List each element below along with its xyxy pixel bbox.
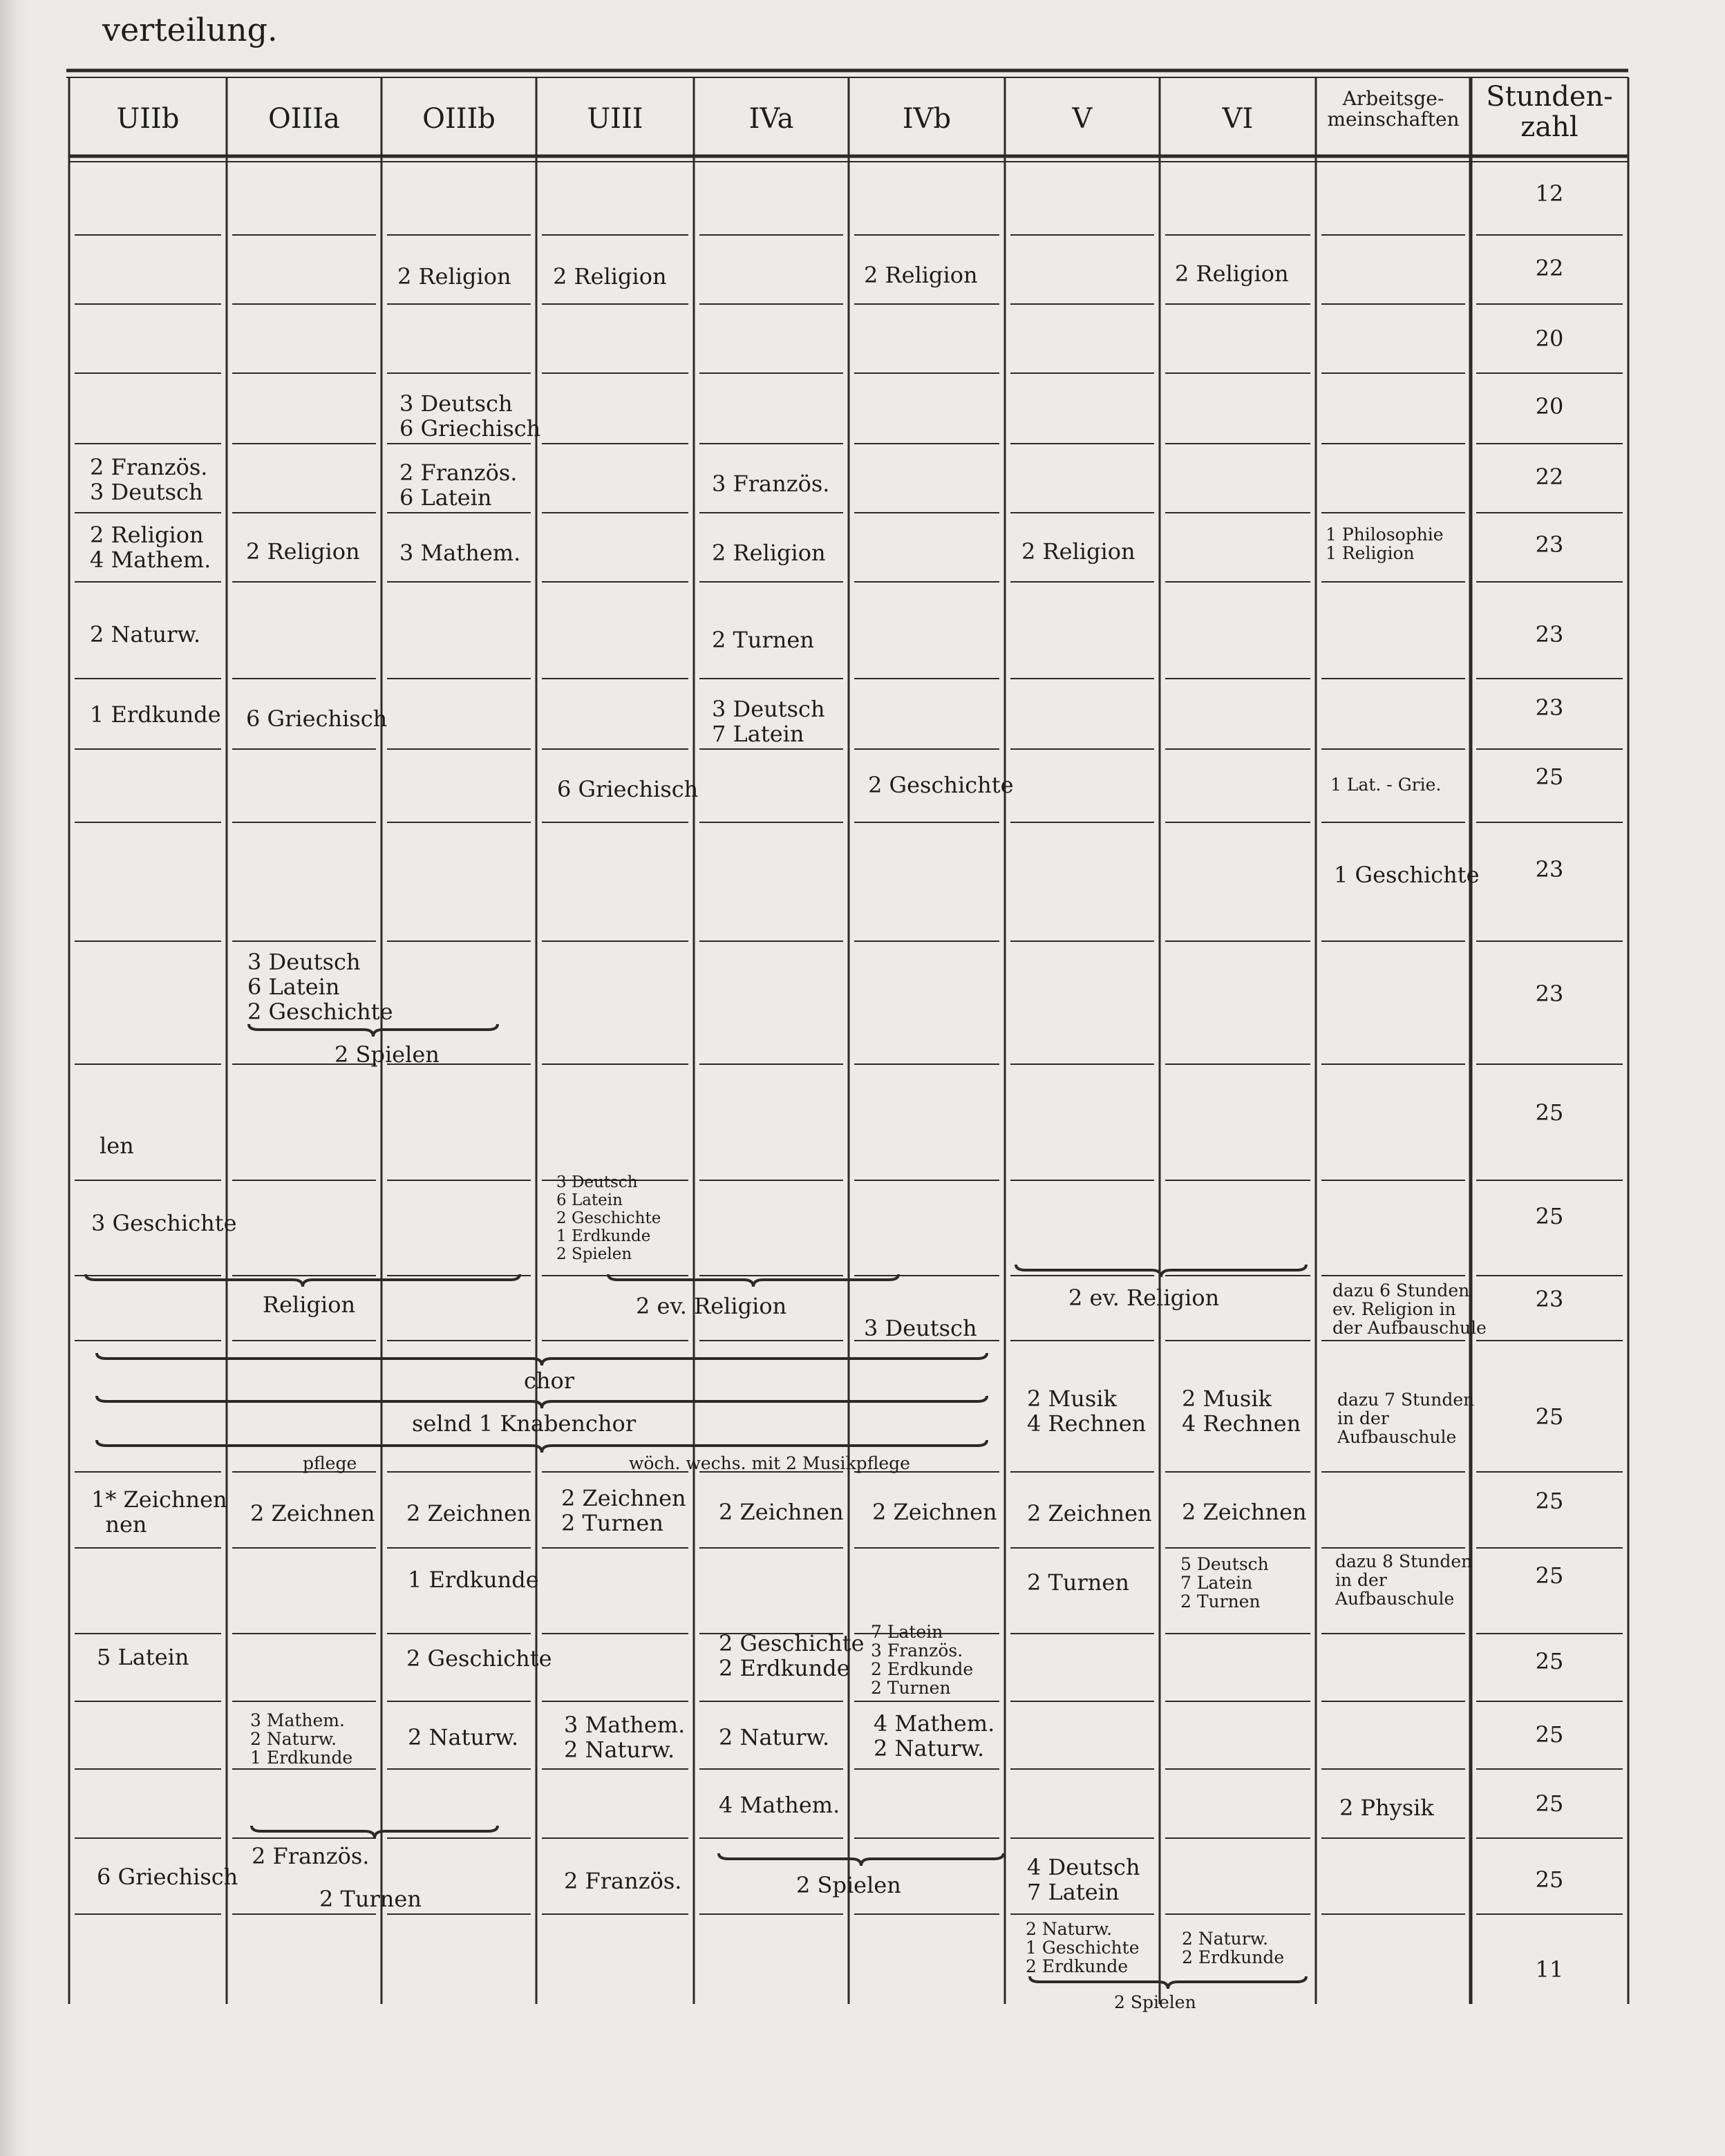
lesson-entry: 3 Mathem. 2 Naturw. 1 Erdkunde — [250, 1710, 353, 1768]
lesson-entry: 2 Zeichnen — [406, 1500, 531, 1526]
group-brace — [252, 1826, 498, 1838]
lesson-entry: 3 Deutsch 6 Latein 2 Geschichte — [247, 949, 393, 1025]
lesson-entry: 3 Mathem. — [399, 540, 521, 566]
lesson-entry: 2 Naturw. — [90, 621, 201, 647]
lesson-entry: 3 Mathem. 2 Naturw. — [564, 1712, 686, 1763]
group-brace — [1030, 1976, 1306, 1989]
column-header: IVa — [748, 103, 794, 135]
lesson-entry: len — [100, 1133, 134, 1159]
lesson-entry: 2 Religion — [246, 538, 360, 565]
column-header: V — [1072, 103, 1093, 135]
column-header: OIIIb — [422, 103, 496, 135]
lesson-entry: 3 Französ. — [712, 471, 830, 497]
lesson-entry: 2 Zeichnen — [1027, 1500, 1152, 1526]
lesson-entry: 5 Latein — [97, 1644, 189, 1670]
lesson-entry: 2 Religion — [553, 263, 667, 290]
lesson-entry: 2 Turnen — [712, 627, 814, 653]
lesson-entry: 1 Philosophie 1 Religion — [1326, 524, 1444, 563]
lesson-entry: 4 Mathem. — [719, 1792, 840, 1818]
lesson-entry: 4 Mathem. 2 Naturw. — [874, 1710, 995, 1761]
lesson-entry: 2 Turnen — [1027, 1569, 1129, 1596]
lesson-entry: 2 Turnen — [319, 1886, 422, 1912]
group-brace — [97, 1396, 987, 1408]
column-header: Stunden- zahl — [1486, 81, 1613, 143]
column-header: UIII — [587, 103, 643, 135]
lesson-entry: Religion — [263, 1292, 356, 1318]
lesson-entry: 2 Religion — [864, 262, 978, 288]
lesson-entry: 2 Französ. 3 Deutsch — [90, 454, 208, 505]
lesson-entry: 2 Spielen — [334, 1041, 440, 1068]
group-brace — [97, 1440, 987, 1453]
hours-total: 25 — [1535, 1866, 1564, 1893]
column-header: VI — [1222, 103, 1254, 135]
column-header: UIIb — [116, 103, 180, 135]
lesson-entry: 1 Lat. - Grie. — [1330, 775, 1442, 795]
lesson-entry: 2 ev. Religion — [1068, 1285, 1220, 1311]
lesson-entry: 3 Deutsch 7 Latein — [712, 696, 825, 747]
lesson-entry: 2 Religion — [712, 540, 826, 566]
hours-total: 23 — [1535, 1286, 1564, 1312]
lesson-entry: 2 Geschichte 2 Erdkunde — [719, 1630, 865, 1681]
hours-total: 25 — [1535, 764, 1564, 790]
lesson-entry: 6 Griechisch — [557, 776, 699, 802]
group-brace — [719, 1853, 1003, 1866]
lesson-entry: 3 Deutsch 6 Griechisch — [399, 390, 541, 442]
column-header: OIIIa — [267, 103, 341, 135]
hours-total: 20 — [1535, 393, 1564, 419]
lesson-entry: 1 Erdkunde — [90, 701, 221, 728]
lesson-entry: 3 Deutsch — [864, 1315, 977, 1341]
hours-total: 25 — [1535, 1648, 1564, 1674]
lesson-entry: 6 Griechisch — [246, 706, 388, 732]
lesson-entry: 2 Spielen — [796, 1872, 901, 1898]
lesson-entry: 1 Erdkunde — [408, 1567, 539, 1593]
lesson-entry: 3 Geschichte — [91, 1210, 237, 1236]
lesson-entry: 2 Religion — [1021, 538, 1135, 565]
hours-total: 25 — [1535, 1721, 1564, 1748]
lesson-entry: 2 Zeichnen — [1182, 1499, 1307, 1525]
hours-total: 23 — [1535, 694, 1564, 721]
hours-total: 20 — [1535, 325, 1564, 352]
lesson-entry: 7 Latein 3 Französ. 2 Erdkunde 2 Turnen — [871, 1622, 974, 1698]
lesson-entry: 2 Musik 4 Rechnen — [1027, 1386, 1147, 1437]
lesson-entry: 2 Naturw. — [408, 1724, 519, 1750]
lesson-entry: 1 Geschichte — [1334, 862, 1480, 888]
column-header: Arbeitsge- meinschaften — [1327, 87, 1460, 131]
lesson-entry: 2 Physik — [1339, 1795, 1434, 1821]
hours-total: 23 — [1535, 621, 1564, 647]
lesson-entry: 2 Religion — [397, 263, 511, 290]
lesson-entry: 2 Spielen — [1114, 1992, 1196, 2012]
lesson-entry: pflege — [303, 1453, 357, 1473]
hours-total: 25 — [1535, 1203, 1564, 1229]
lesson-entry: 5 Deutsch 7 Latein 2 Turnen — [1180, 1554, 1269, 1611]
lesson-entry: 2 Zeichnen — [872, 1499, 997, 1525]
group-brace — [249, 1024, 498, 1037]
lesson-entry: dazu 8 Stunden in der Aufbauschule — [1335, 1551, 1473, 1609]
hours-total: 25 — [1535, 1099, 1564, 1126]
lesson-entry: wöch. wechs. mit 2 Musikpflege — [629, 1453, 910, 1473]
lesson-entry: 2 Französ. 6 Latein — [399, 460, 518, 511]
hours-total: 23 — [1535, 981, 1564, 1007]
lesson-entry: 2 Religion 4 Mathem. — [90, 522, 211, 573]
hours-total: 25 — [1535, 1403, 1564, 1430]
lesson-entry: 2 Naturw. — [719, 1724, 830, 1750]
lesson-entry: 4 Deutsch 7 Latein — [1027, 1854, 1140, 1905]
lesson-entry: 2 Zeichnen — [719, 1499, 844, 1525]
lesson-entry: selnd 1 Knabenchor — [412, 1410, 637, 1437]
hours-total: 23 — [1535, 856, 1564, 882]
lesson-entry: 2 Naturw. 2 Erdkunde — [1182, 1929, 1285, 1967]
group-brace — [97, 1353, 987, 1365]
hours-total: 22 — [1535, 464, 1564, 490]
lesson-entry: dazu 6 Stunden ev. Religion in der Aufbauschule — [1332, 1280, 1487, 1338]
lesson-entry: 1* Zeichnen nen — [91, 1486, 227, 1538]
column-header: IVb — [902, 103, 952, 135]
hours-total: 12 — [1535, 180, 1564, 207]
lesson-entry: 2 Zeichnen 2 Turnen — [561, 1485, 686, 1536]
lesson-entry: 2 ev. Religion — [636, 1293, 787, 1319]
hours-total: 11 — [1535, 1956, 1564, 1983]
hours-total: 25 — [1535, 1790, 1564, 1817]
hours-total: 25 — [1535, 1562, 1564, 1589]
lesson-entry: 2 Zeichnen — [250, 1500, 375, 1526]
lesson-entry: 2 Naturw. 1 Geschichte 2 Erdkunde — [1026, 1919, 1140, 1976]
lesson-entry: 2 Geschichte — [406, 1645, 552, 1672]
hours-total: 23 — [1535, 531, 1564, 558]
lesson-entry: 2 Französ. — [564, 1868, 682, 1894]
lesson-entry: dazu 7 Stunden in der Aufbauschule — [1337, 1390, 1475, 1447]
lesson-entry: chor — [524, 1368, 575, 1394]
lesson-entry: 2 Religion — [1175, 261, 1289, 287]
hours-total: 22 — [1535, 255, 1564, 281]
hours-total: 25 — [1535, 1488, 1564, 1514]
lesson-entry: 6 Griechisch — [97, 1864, 238, 1890]
lesson-entry: 2 Geschichte — [868, 772, 1014, 798]
lesson-entry: 3 Deutsch 6 Latein 2 Geschichte 1 Erdkunde 2 Spielen — [556, 1173, 661, 1263]
page-title: verteilung. — [102, 11, 278, 48]
lesson-entry: 2 Französ. — [252, 1843, 370, 1869]
lesson-entry: 2 Musik 4 Rechnen — [1182, 1386, 1301, 1437]
